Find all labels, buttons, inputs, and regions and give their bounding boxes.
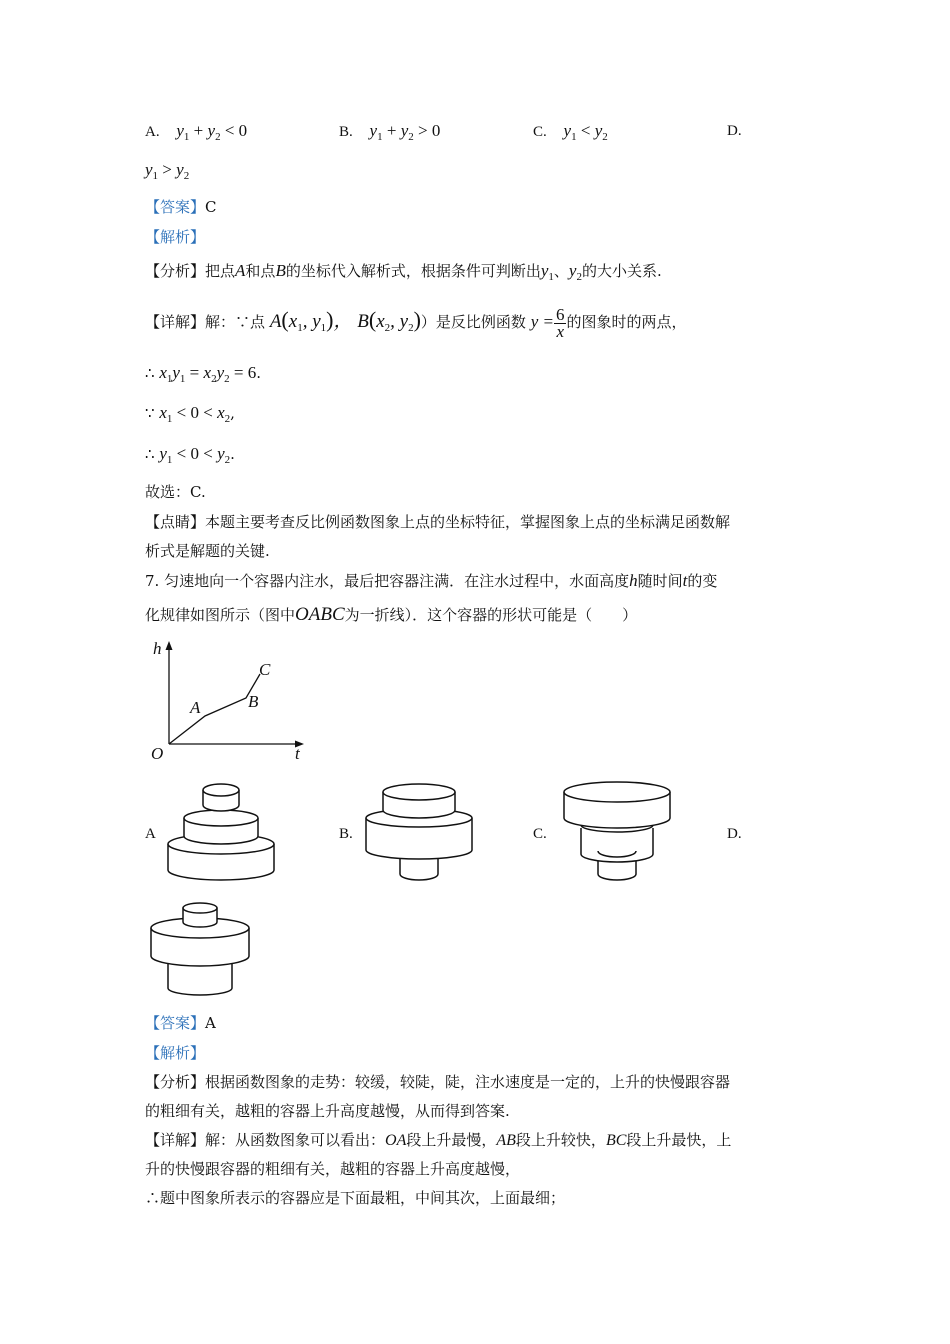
label-a: A xyxy=(190,698,201,717)
analysis-tag: 【解析】 xyxy=(145,228,206,246)
choose-line: 故选：C. xyxy=(145,483,206,501)
detail-step-3: ∴ $y_1 < 0 < y_2$. xyxy=(145,444,235,466)
water-height-graph xyxy=(148,638,313,763)
option-label: B. xyxy=(339,124,353,140)
option-c xyxy=(533,121,608,143)
label-t: t xyxy=(295,744,300,763)
label-b: B xyxy=(248,692,259,711)
y-axis-arrow xyxy=(166,641,173,650)
q7-stem-line-2: 化规律如图所示（图中OABC为一折线）．这个容器的形状可能是（ ） xyxy=(145,604,638,625)
detail-line: 【详解】解：∵点 $A(x_1$, $y_1$)， $B(x_2$, $y_2$)）是反比例函数 y = $\frac{6}{x}$ 的图象时的两点， xyxy=(145,304,687,341)
answer-tag: 【答案】 xyxy=(145,1014,206,1032)
label-o: O xyxy=(151,744,164,763)
option-b xyxy=(339,121,440,143)
q7-option-a-label: A xyxy=(145,826,156,842)
container-option-c xyxy=(561,780,673,884)
q7-analysis-tag: 【解析】 xyxy=(145,1044,206,1062)
label-c: C xyxy=(259,660,271,679)
option-expression: $y_1 + y_2 < 0$ xyxy=(176,121,248,143)
option-label: A. xyxy=(145,124,160,140)
q7-stem-line-1: 7. 匀速地向一个容器内注水，最后把容器注满．在注水过程中，水面高度h随时间t的变 xyxy=(145,571,718,590)
q7-fenxi-line-2: 的粗细有关，越粗的容器上升高度越慢，从而得到答案. xyxy=(145,1102,510,1120)
option-expression: $y_1 + y_2 > 0$ xyxy=(369,121,441,143)
q7-detail-line-2: 升的快慢跟容器的粗细有关，越粗的容器上升高度越慢， xyxy=(145,1160,521,1178)
q7-fenxi-line-1: 【分析】根据函数图象的走势：较缓，较陡，陡，注水速度是一定的，上升的快慢跟容器 xyxy=(145,1073,731,1091)
answer-tag: 【答案】 xyxy=(145,198,206,216)
detail-step-1: ∴ $x_1y_1 = x_2y_2 = 6$. xyxy=(145,363,261,385)
fenxi-line: 【分析】把点A和点B的坐标代入解析式，根据条件可判断出$y_1$、$y_2$的大小关系. xyxy=(145,261,662,283)
fraction-6-over-x: $\frac{6}{x}$ xyxy=(555,304,565,341)
polyline-oabc xyxy=(169,674,260,744)
option-a xyxy=(145,121,247,143)
answer-value: A xyxy=(205,1014,216,1032)
option-d-label: D. xyxy=(727,123,742,139)
q7-answer-line xyxy=(145,1012,216,1033)
detail-step-2: ∵ $x_1 < 0 < x_2$, xyxy=(145,403,235,425)
container-option-a xyxy=(165,778,280,883)
q7-option-c-label: C. xyxy=(533,826,547,842)
answer-line xyxy=(145,196,217,217)
comment-line-1: 【点睛】本题主要考查反比例函数图象上点的坐标特征，掌握图象上点的坐标满足函数解 xyxy=(145,513,731,531)
container-option-d xyxy=(148,898,252,1000)
answer-value: C xyxy=(205,198,217,216)
option-d-expression: $y_1 > y_2$ xyxy=(145,160,190,182)
q7-detail-line-1: 【详解】解：从函数图象可以看出：OA段上升最慢，AB段上升较快，BC段上升最快，上 xyxy=(145,1131,732,1149)
container-option-b xyxy=(363,782,475,882)
q7-option-b-label: B. xyxy=(339,826,353,842)
label-h: h xyxy=(153,639,162,658)
option-expression: $y_1 < y_2$ xyxy=(563,121,608,143)
option-label: C. xyxy=(533,124,547,140)
q7-option-d-label: D. xyxy=(727,826,742,842)
q7-detail-line-3: ∴题中图象所表示的容器应是下面最粗，中间其次，上面最细； xyxy=(145,1189,566,1207)
comment-line-2: 析式是解题的关键. xyxy=(145,542,270,560)
